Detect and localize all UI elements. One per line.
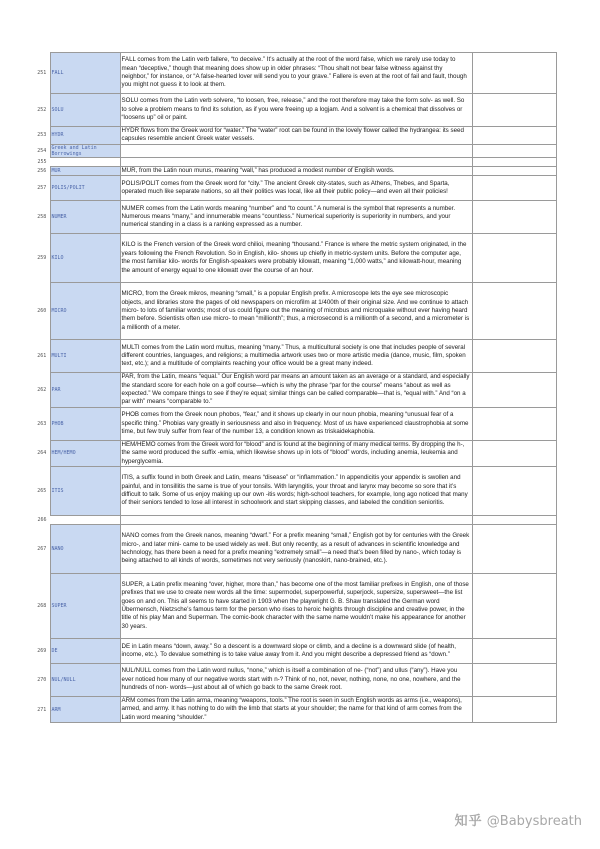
- definition-cell: KILO is the French version of the Greek word chilioi, meaning “thousand.” France is where the metric system originated, in the years following the French Revolution. So in English, kilo- shows up chiefly in metric-system units. Before the computer age, the most familiar kilo- words for English-speakers were probably kilowatt, meaning “1,000 watts,” and kilowatt-hour, meaning the amount of energy equal to one kilowatt over the course of an hour.: [120, 234, 472, 283]
- notes-cell[interactable]: [472, 516, 556, 525]
- row-number: 271: [37, 706, 47, 713]
- watermark-logo: 知乎: [454, 814, 483, 829]
- root-cell: MICRO: [50, 283, 120, 340]
- root-word-table: [34, 52, 557, 723]
- vocabulary-sheet: [34, 52, 556, 723]
- table-row: [34, 697, 556, 723]
- notes-cell[interactable]: [472, 664, 556, 697]
- table-row: [34, 283, 556, 340]
- definition-cell: SOLU comes from the Latin verb solvere, “to loosen, free, release,” and the root therefore may take the form solv- as well. So to solve a problem means to find its solution, as if you were freeing up a logjam. And a solvent is a chemical that dissolves or “loosens up” oil or paint.: [120, 94, 472, 127]
- table-row: [34, 516, 556, 525]
- row-number: 268: [37, 603, 47, 610]
- notes-cell[interactable]: [472, 697, 556, 723]
- notes-cell[interactable]: [472, 639, 556, 664]
- row-number: 254: [37, 147, 47, 154]
- definition-cell: ITIS, a suffix found in both Greek and Latin, means “disease” or “inflammation.” In appendicitis your appendix is swollen and painful, and in tonsillitis the same is true of your tonsils. With laryngitis, your throat and larynx may become so sore that it’s difficult to talk. Some of us enjoy making up our own -itis words; high-school teachers, for example, long ago noticed that many of their seniors tended to lose all interest in schoolwork and start skipping classes, and labeled the condition senioritis.: [120, 467, 472, 516]
- row-number: 263: [37, 420, 47, 427]
- root-cell: DE: [50, 639, 120, 664]
- root-cell: POLIS/POLIT: [50, 176, 120, 201]
- notes-cell[interactable]: [472, 166, 556, 175]
- row-number: 262: [37, 387, 47, 394]
- notes-cell[interactable]: [472, 53, 556, 94]
- root-cell: HYDR: [50, 127, 120, 145]
- root-cell: FALL: [50, 53, 120, 94]
- row-number: 267: [37, 546, 47, 553]
- table-row: [34, 127, 556, 145]
- definition-cell: [120, 157, 472, 166]
- definition-cell: NUMER comes from the Latin words meaning “number” and “to count.” A numeral is the symbol that represents a number. Numerous means “many,” and innumerable means “countless.” Numerical superiority is superiority in numbers, and your numerical standing in a class is a ranking expressed as a number.: [120, 201, 472, 234]
- table-row: [34, 340, 556, 373]
- root-cell: ITIS: [50, 467, 120, 516]
- notes-cell[interactable]: [472, 234, 556, 283]
- notes-cell[interactable]: [472, 574, 556, 639]
- table-row: [34, 525, 556, 574]
- root-cell: HEM/HEMO: [50, 440, 120, 466]
- table-row: [34, 639, 556, 664]
- row-number: 270: [37, 677, 47, 684]
- definition-cell: [120, 516, 472, 525]
- definition-cell: [120, 144, 472, 157]
- definition-cell: FALL comes from the Latin verb fallere, “to deceive.” It’s actually at the root of the word false, which we rarely use today to mean “deceptive,” though that meaning does show up in older phrases: “Thou shalt not bear false witness against thy neighbor,” for instance, or “A false-hearted lover will send you to your grave.” Fallere is even at the root of fail and fault, though you might not guess it to look at them.: [120, 53, 472, 94]
- definition-cell: HYDR flows from the Greek word for “water.” The “water” root can be found in the lovely flower called the hydrangea: its seed capsules resemble ancient Greek water vessels.: [120, 127, 472, 145]
- row-number: 261: [37, 353, 47, 360]
- notes-cell[interactable]: [472, 340, 556, 373]
- table-row: [34, 664, 556, 697]
- row-number: 257: [37, 185, 47, 192]
- root-cell: PHOB: [50, 407, 120, 440]
- notes-cell[interactable]: [472, 127, 556, 145]
- table-row: [34, 144, 556, 157]
- row-number: 259: [37, 255, 47, 262]
- watermark: [455, 810, 582, 829]
- notes-cell[interactable]: [472, 94, 556, 127]
- definition-cell: SUPER, a Latin prefix meaning “over, higher, more than,” has become one of the most familiar prefixes in English, one of those prefixes that we use to create new words all the time: supermodel, superpowerful, superjock, supersize, supersweet—the list goes on and on. This all seems to have started in 1903 when the playwright G. B. Shaw translated the German word Übermensch, Nietzsche’s famous term for the person who rises to heroic heights through discipline and creative power, in the title of his play Man and Superman. The comic-book character with the same name wouldn’t make his appearance for another 30 years.: [120, 574, 472, 639]
- root-cell: NUMER: [50, 201, 120, 234]
- definition-cell: PAR, from the Latin, means “equal.” Our English word par means an amount taken as an average or a standard, and especially the standard score for each hole on a golf course—which is why the phrase “par for the course” means “about as well as expected.” We compare things to see if they’re equal; similar things can be called comparable—that is, “equal with.” And “on a par with” means “comparable to.”: [120, 373, 472, 408]
- root-cell: [50, 516, 120, 525]
- table-row: [34, 467, 556, 516]
- notes-cell[interactable]: [472, 157, 556, 166]
- notes-cell[interactable]: [472, 144, 556, 157]
- definition-cell: MULTI comes from the Latin word multus, meaning “many.” Thus, a multicultural society is one that includes people of several different countries, languages, and religions; a multimedia artwork uses two or more artistic media (dance, music, film, spoken text, etc.); and a multitude of complaints reaching your office would be a great many indeed.: [120, 340, 472, 373]
- notes-cell[interactable]: [472, 176, 556, 201]
- table-row: [34, 53, 556, 94]
- root-cell: SUPER: [50, 574, 120, 639]
- row-number: 264: [37, 450, 47, 457]
- root-cell: SOLU: [50, 94, 120, 127]
- row-number: 255: [37, 158, 47, 165]
- definition-cell: MICRO, from the Greek mikros, meaning “small,” is a popular English prefix. A microscope lets the eye see microscopic objects, and libraries store the pages of old newspapers on microfilm at 1/400th of their original size. And we continue to attach micro- to lots of familiar words; most of us could figure out the meaning of microbus and microquake without ever having heard them before. Scientists often use micro- to mean “millionth”; thus, a microsecond is a millionth of a second, and a micrometer is a millionth of a meter.: [120, 283, 472, 340]
- row-number: 269: [37, 648, 47, 655]
- table-row: [34, 373, 556, 408]
- table-row: [34, 157, 556, 166]
- table-row: [34, 176, 556, 201]
- table-row: [34, 407, 556, 440]
- definition-cell: NANO comes from the Greek nanos, meaning “dwarf.” For a prefix meaning “small,” English got by for centuries with the Greek micro-, and later mini- came to be used widely as well. But only recently, as a result of advances in scientific knowledge and technology, has there been a need for a prefix meaning “extremely small”—a need that’s been filled by nano-, which today is being attached to all kinds of words, sometimes not very seriously (nanoskirt, nano-brained, etc.).: [120, 525, 472, 574]
- watermark-handle: @Babysbreath: [486, 814, 582, 829]
- table-row: [34, 166, 556, 175]
- definition-cell: POLIS/POLIT comes from the Greek word for “city.” The ancient Greek city-states, such as Athens, Thebes, and Sparta, operated much like separate nations, so all their politics was local, like all their public policy—and even all their policies!: [120, 176, 472, 201]
- definition-cell: NUL/NULL comes from the Latin word nullus, “none,” which is itself a combination of ne- (“not”) and ullus (“any”). Have you ever noticed how many of our negative words start with n-? Think of no, not, never, nothing, none, no one, nowhere, and the hundreds of non- words—just about all of which go back to the same Greek root.: [120, 664, 472, 697]
- notes-cell[interactable]: [472, 283, 556, 340]
- notes-cell[interactable]: [472, 467, 556, 516]
- row-number: 252: [37, 107, 47, 113]
- root-cell: NANO: [50, 525, 120, 574]
- row-number: 251: [37, 70, 47, 76]
- root-cell: ARM: [50, 697, 120, 723]
- root-cell: PAR: [50, 373, 120, 408]
- notes-cell[interactable]: [472, 525, 556, 574]
- row-number: 265: [37, 488, 47, 495]
- root-cell: Greek and Latin Borrowings: [50, 144, 120, 157]
- root-cell: NUL/NULL: [50, 664, 120, 697]
- notes-cell[interactable]: [472, 201, 556, 234]
- notes-cell[interactable]: [472, 440, 556, 466]
- definition-cell: MUR, from the Latin noun murus, meaning “wall,” has produced a modest number of English words.: [120, 166, 472, 175]
- table-row: [34, 234, 556, 283]
- notes-cell[interactable]: [472, 373, 556, 408]
- root-cell: [50, 157, 120, 166]
- root-cell: KILO: [50, 234, 120, 283]
- table-row: [34, 440, 556, 466]
- definition-cell: HEM/HEMO comes from the Greek word for “blood” and is found at the beginning of many medical terms. By dropping the h-, the same word produced the suffix -emia, which likewise shows up in lots of “blood” words, including anemia, leukemia and hyperglycemia.: [120, 440, 472, 466]
- root-cell: MULTI: [50, 340, 120, 373]
- root-cell: MUR: [50, 166, 120, 175]
- row-number: 256: [37, 168, 47, 175]
- row-number: 266: [37, 517, 47, 524]
- table-row: [34, 201, 556, 234]
- definition-cell: ARM comes from the Latin arma, meaning “weapons, tools.” The root is seen in such English words as arms (i.e., weapons), armed, and army. It has nothing to do with the limb that starts at your shoulder; the name for that kind of arm comes from the Latin word meaning “shoulder.”: [120, 697, 472, 723]
- definition-cell: DE in Latin means “down, away.” So a descent is a downward slope or climb, and a decline is a downward slide (of health, income, etc.). To devalue something is to take value away from it. And you might describe a depressed friend as “down.”: [120, 639, 472, 664]
- notes-cell[interactable]: [472, 407, 556, 440]
- row-number: 253: [37, 132, 47, 139]
- table-row: [34, 94, 556, 127]
- row-number: 260: [37, 308, 47, 315]
- definition-cell: PHOB comes from the Greek noun phobos, “fear,” and it shows up clearly in our noun phobia, meaning “unusual fear of a specific thing.” Phobias vary greatly in seriousness and also in frequency. Most of us have experienced claustrophobia at some time, but few truly suffer from fear of the number 13, a condition known as triskaidekaphobia.: [120, 407, 472, 440]
- row-number: 258: [37, 214, 47, 221]
- table-row: [34, 574, 556, 639]
